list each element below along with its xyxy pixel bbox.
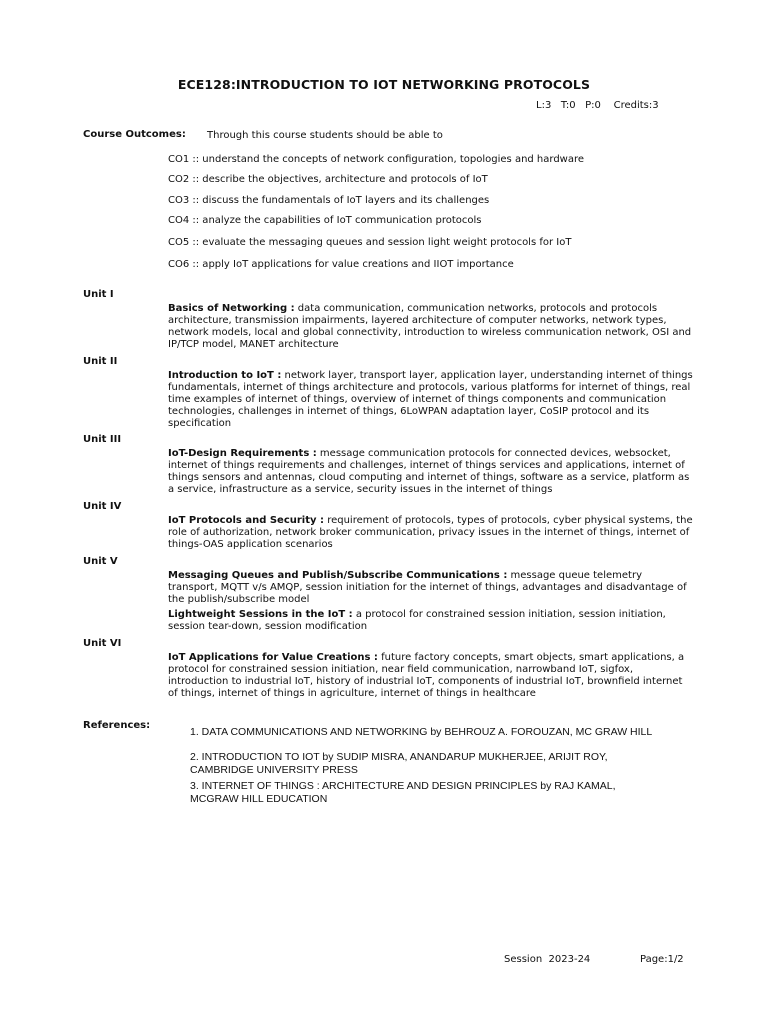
unit-topics: network layer, transport layer, application layer, understanding internet of things fundamentals, internet of things architecture and protocols, various platforms for internet of things, real time examples of internet of things, overview of internet of things components and communication technologies, challenges in internet of things, 6LoWPAN adaptation layer, CoSIP protocol and its specification: [168, 370, 693, 429]
page-number: Page:1/2: [640, 954, 684, 965]
course-outcome-item: CO2 :: describe the objectives, architecture and protocols of IoT: [168, 174, 488, 185]
course-outcome-item: CO5 :: evaluate the messaging queues and session light weight protocols for IoT: [168, 237, 572, 248]
unit-label: Unit III: [83, 434, 122, 445]
unit-topics: message communication protocols for connected devices, websocket, internet of things requirements and challenges, internet of things services and applications, internet of things sensors and antennas, cloud computing and internet of things, software as a service, platform as a service, infrastructure as a service, security issues in the internet of things: [168, 448, 690, 495]
unit-label: Unit II: [83, 356, 118, 367]
unit-heading: Basics of Networking :: [168, 303, 295, 314]
course-outcome-item: CO6 :: apply IoT applications for value creations and IIOT importance: [168, 259, 514, 270]
session-label: Session 2023-24: [504, 954, 591, 965]
unit-heading: IoT-Design Requirements :: [168, 448, 317, 459]
unit-description: [168, 303, 694, 351]
references-label: References:: [83, 720, 151, 731]
reference-item: 3. INTERNET OF THINGS : ARCHITECTURE AND DESIGN PRINCIPLES by RAJ KAMAL, MCGRAW HILL EDUCATION: [190, 780, 616, 805]
course-outcome-item: CO3 :: discuss the fundamentals of IoT layers and its challenges: [168, 195, 490, 206]
unit-description: [168, 448, 694, 496]
unit-heading: IoT Applications for Value Creations :: [168, 652, 378, 663]
unit-label: Unit VI: [83, 638, 122, 649]
unit-heading: Lightweight Sessions in the IoT :: [168, 609, 353, 620]
unit-heading: Messaging Queues and Publish/Subscribe Communications :: [168, 570, 508, 581]
unit-description: [168, 652, 694, 700]
unit-description: [168, 370, 694, 430]
unit-topics: future factory concepts, smart objects, smart applications, a protocol for constrained session initiation, near field communication, narrowband IoT, sigfox, introduction to industrial IoT, history of industrial IoT, components of industrial IoT, brownfield internet of things, internet of things in agriculture, internet of things in healthcare: [168, 652, 685, 699]
unit-topics: a protocol for constrained session initiation, session initiation, session tear-down, session modification: [168, 609, 666, 632]
credits-line: L:3 T:0 P:0 Credits:3: [536, 100, 659, 111]
unit-label: Unit IV: [83, 501, 122, 512]
reference-item: 1. DATA COMMUNICATIONS AND NETWORKING by BEHROUZ A. FOROUZAN, MC GRAW HILL: [190, 726, 653, 738]
unit-description: [168, 515, 694, 551]
unit-description: [168, 609, 694, 633]
unit-topics: data communication, communication networks, protocols and protocols architecture, transmission impairments, layered architecture of computer networks, network types, network models, local and global connectivity, introduction to wireless communication network, OSI and IP/TCP model, MANET architecture: [168, 303, 692, 350]
unit-label: Unit V: [83, 556, 118, 567]
unit-label: Unit I: [83, 289, 114, 300]
unit-description: [168, 570, 694, 606]
unit-heading: IoT Protocols and Security :: [168, 515, 325, 526]
unit-heading: Introduction to IoT :: [168, 370, 282, 381]
page-title: ECE128:INTRODUCTION TO IOT NETWORKING PROTOCOLS: [177, 77, 591, 92]
reference-item: 2. INTRODUCTION TO IOT by SUDIP MISRA, ANANDARUP MUKHERJEE, ARIJIT ROY, CAMBRIDGE UNIVERSITY PRESS: [190, 751, 608, 776]
course-outcomes-intro: Through this course students should be able to: [207, 130, 443, 141]
course-outcome-item: CO4 :: analyze the capabilities of IoT communication protocols: [168, 215, 482, 226]
unit-topics: requirement of protocols, types of protocols, cyber physical systems, the role of authorization, network broker communication, privacy issues in the internet of things, internet of things-OAS application scenarios: [168, 515, 693, 550]
course-outcomes-label: Course Outcomes:: [83, 129, 186, 140]
course-outcome-item: CO1 :: understand the concepts of network configuration, topologies and hardware: [168, 154, 585, 165]
unit-topics: message queue telemetry transport, MQTT v/s AMQP, session initiation for the internet of things, advantages and disadvantage of the publish/subscribe model: [168, 570, 687, 605]
